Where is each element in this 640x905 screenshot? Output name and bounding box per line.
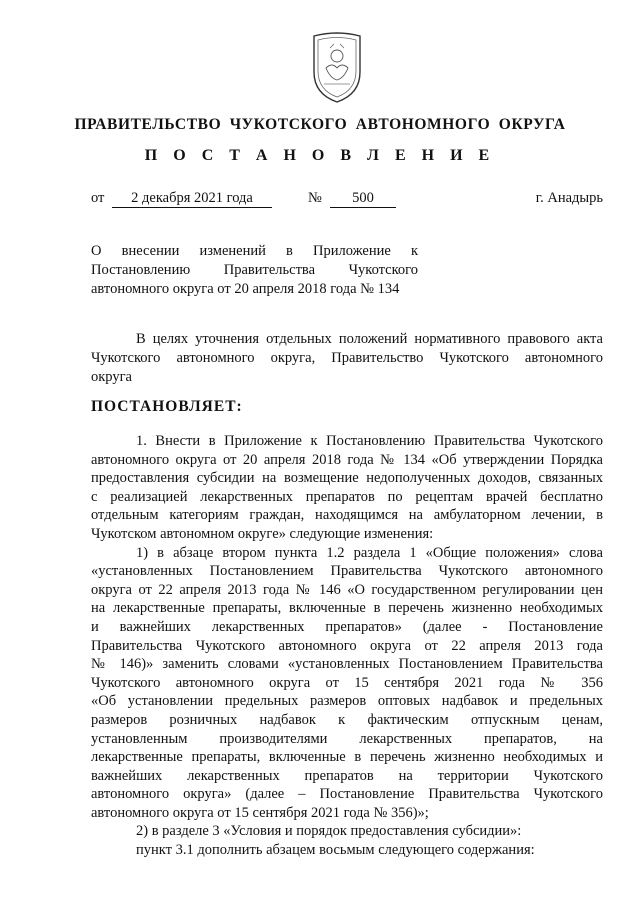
body-line: важнейших лекарственных препаратов на территории Чукотского (91, 767, 603, 784)
decree-title: П О С Т А Н О В Л Е Н И Е (144, 147, 496, 164)
body-line: «Об установлении предельных размеров оптовых надбавок и предельных (91, 693, 603, 710)
body-line: автономного округа» (далее – Постановление Правительства Чукотского (91, 786, 603, 803)
decree-number: 500 (330, 190, 396, 208)
subject-line: Постановлению Правительства Чукотского (91, 262, 418, 278)
body-line: Чукотском автономном округе» следующие изменения: (91, 525, 434, 542)
resolve-heading: ПОСТАНОВЛЯЕТ: (91, 398, 243, 415)
preamble-line: В целях уточнения отдельных положений нормативного правового акта (136, 331, 603, 347)
city-name: г. Анадырь (535, 190, 603, 206)
body-line: 1) в абзаце втором пункта 1.2 раздела 1 «Общие положения» слова (136, 544, 603, 561)
body-line: предоставления субсидии на возмещение недополученных доходов, связанных (91, 470, 603, 487)
body-line: на лекарственные препараты, включенные в перечень жизненно необходимых (91, 600, 603, 617)
preamble-line: Чукотского автономного округа, Правительство Чукотского автономного (91, 350, 603, 366)
body-line: автономного округа от 20 апреля 2018 года № 134 «Об утверждении Порядка (91, 451, 603, 468)
decree-date: 2 декабря 2021 года (112, 190, 272, 208)
body-line: лекарственные препараты, включенные в перечень жизненно необходимых и (91, 749, 603, 766)
body-line: № 146)» заменить словами «установленных Постановлением Правительства (91, 656, 603, 673)
preamble-line: округа (91, 369, 132, 385)
preamble (91, 330, 603, 387)
from-label: от (91, 190, 105, 206)
body-line: и важнейших лекарственных препаратов» (далее - Постановление (91, 618, 603, 635)
decree-subject (91, 242, 418, 299)
number-label: № (308, 190, 322, 206)
body-line: установленным производителями лекарственных препаратов, на (91, 730, 603, 747)
government-title: ПРАВИТЕЛЬСТВО ЧУКОТСКОГО АВТОНОМНОГО ОКРУГА (74, 116, 566, 133)
subject-line: О внесении изменений в Приложение к (91, 243, 418, 259)
decree-body (91, 432, 603, 860)
body-line: 2) в разделе 3 «Условия и порядок предоставления субсидии»: (136, 823, 522, 840)
body-line: «установленных Постановлением Правительства Чукотского автономного (91, 563, 603, 580)
body-line: автономного округа от 15 сентября 2021 года № 356)»; (91, 804, 429, 821)
body-line: Чукотского автономного округа от 15 сентября 2021 года № 356 (91, 674, 603, 691)
subject-line: автономного округа от 20 апреля 2018 года № 134 (91, 281, 400, 297)
coat-of-arms-emblem (306, 28, 368, 106)
body-line: Правительства Чукотского автономного округа от 22 апреля 2013 года (91, 637, 603, 654)
body-line: отдельным категориям граждан, находящимся на амбулаторном лечении, в (91, 507, 603, 524)
body-line: с реализацией лекарственных препаратов по рецептам врачей бесплатно (91, 488, 603, 505)
body-line: пункт 3.1 дополнить абзацем восьмым следующего содержания: (136, 842, 535, 859)
body-line: размеров розничных надбавок к фактическим отпускным ценам, (91, 711, 603, 728)
body-line: 1. Внести в Приложение к Постановлению Правительства Чукотского (136, 433, 603, 449)
body-line: округа от 22 апреля 2013 года № 146 «О государственном регулировании цен (91, 581, 603, 598)
